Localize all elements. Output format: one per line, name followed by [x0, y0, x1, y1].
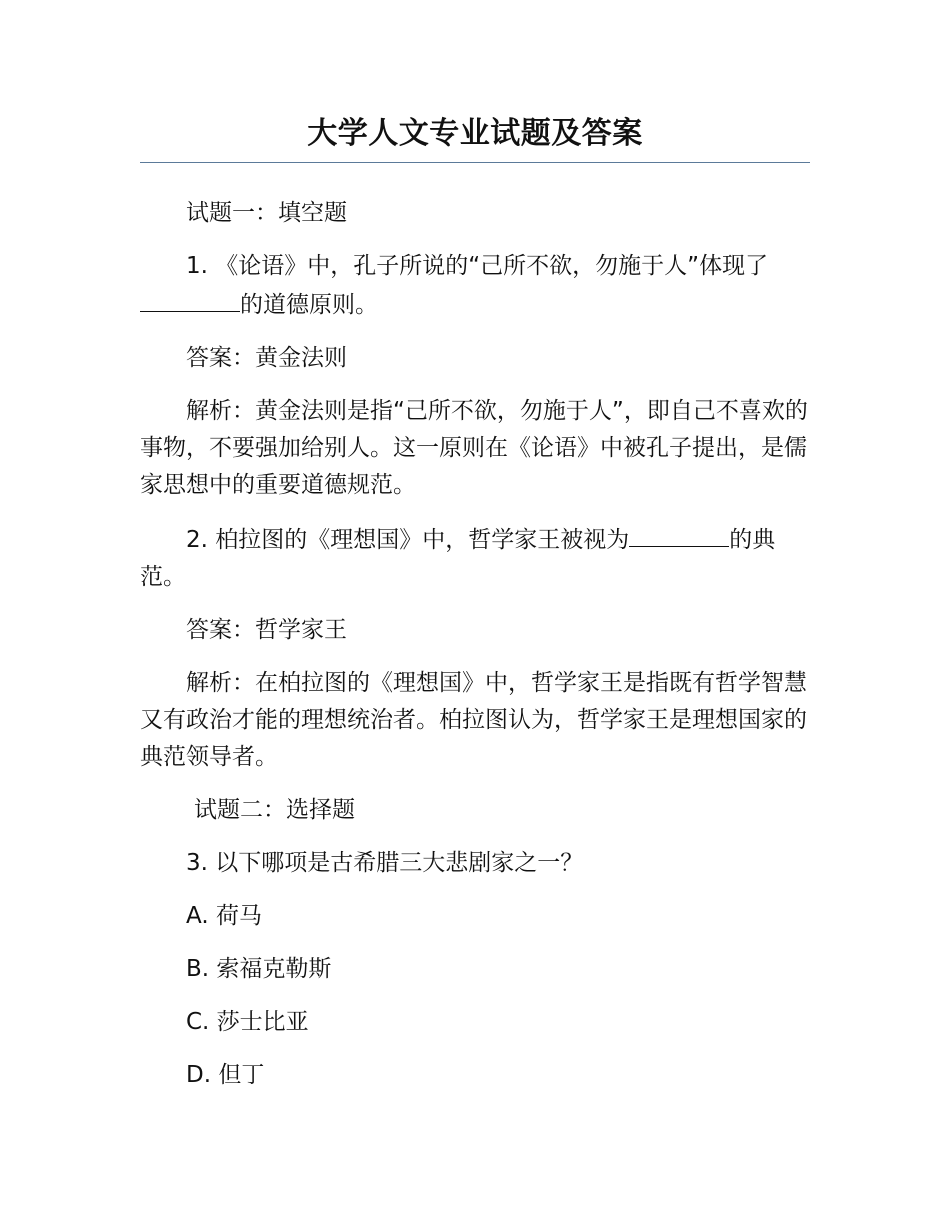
answer-2: 答案：哲学家王: [186, 617, 347, 643]
analysis-2: 解析：在柏拉图的《理想国》中，哲学家王是指既有哲学智慧又有政治才能的理想统治者。柏拉图认为，哲学家王是理想国家的典范领导者。: [140, 670, 807, 770]
question-1-text-before: 1. 《论语》中，孔子所说的“己所不欲，勿施于人”体现了: [186, 253, 769, 279]
question-1-text-after: 的道德原则。: [240, 292, 378, 318]
question-3: 3. 以下哪项是古希腊三大悲剧家之一？: [186, 850, 584, 876]
answer-1: 答案：黄金法则: [186, 345, 347, 371]
title-divider: [140, 162, 810, 163]
option-b: B. 索福克勒斯: [186, 956, 332, 982]
question-1: [140, 248, 810, 324]
question-2-text-before: 2. 柏拉图的《理想国》中，哲学家王被视为: [186, 527, 630, 553]
fill-blank-1: [140, 285, 240, 312]
fill-blank-2: [629, 520, 729, 547]
option-c: C. 莎士比亚: [186, 1009, 309, 1035]
analysis-1: 解析：黄金法则是指“己所不欲，勿施于人”，即自己不喜欢的事物，不要强加给别人。这一原则在《论语》中被孔子提出，是儒家思想中的重要道德规范。: [140, 398, 808, 498]
section2-heading: 试题二：选择题: [194, 797, 355, 823]
option-a: A. 荷马: [186, 903, 262, 929]
document-title: 大学人文专业试题及答案: [307, 116, 643, 151]
question-2-text-after: 的典范。: [140, 527, 776, 590]
section1-heading: 试题一：填空题: [186, 200, 347, 226]
question-2: [140, 520, 810, 596]
option-d: D. 但丁: [186, 1062, 265, 1088]
document-body: [140, 195, 810, 1110]
